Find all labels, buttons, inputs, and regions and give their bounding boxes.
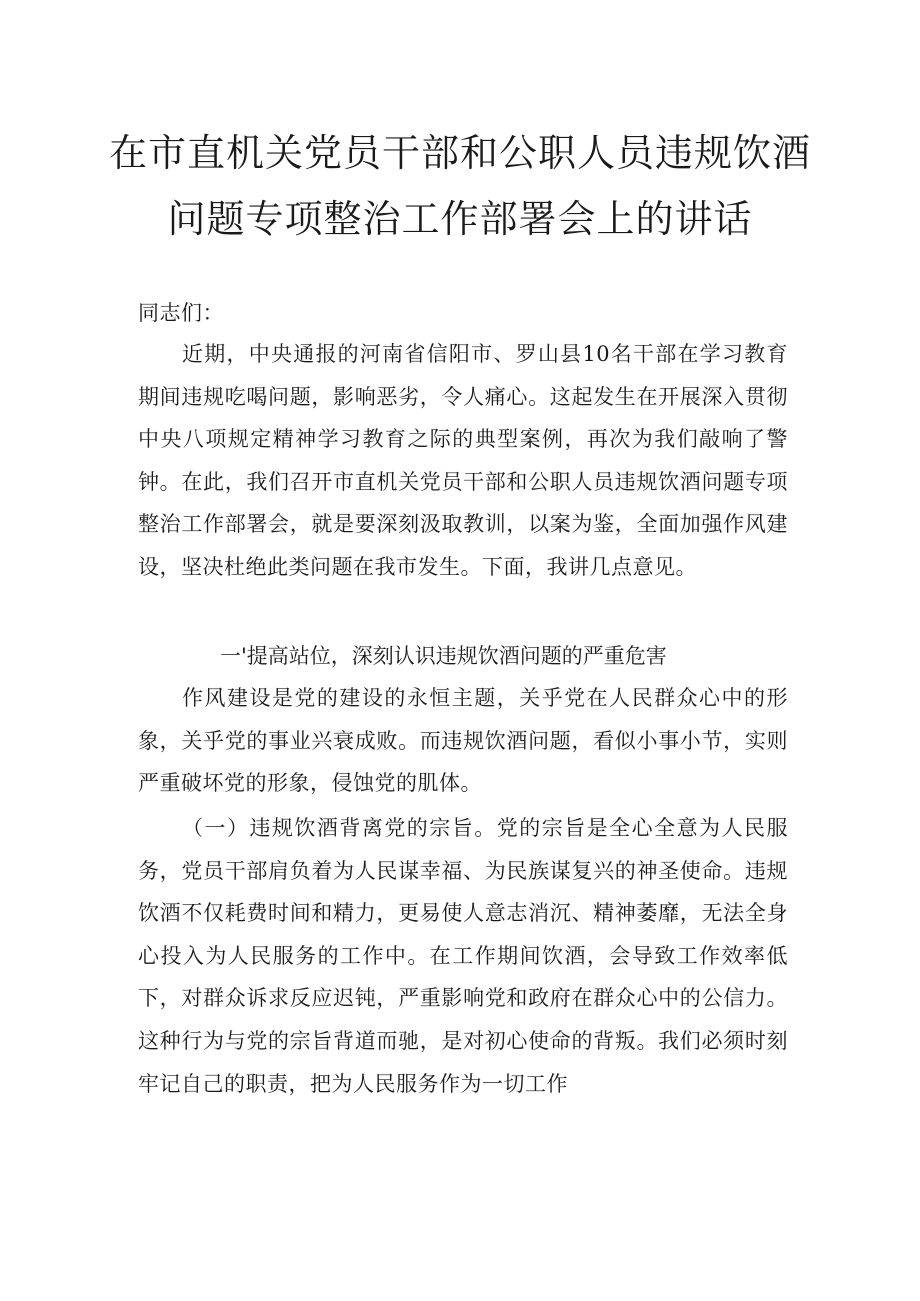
paragraph-intro: 近期，中央通报的河南省信阳市、罗山县10名干部在学习教育期间违规吃喝问题，影响恶劣，令人痛心。这起发生在开展深入贯彻中央八项规定精神学习教育之际的典型案例，再次为我们敲响了警钟。在此，我们召开市直机关党员干部和公职人员违规饮酒问题专项整治工作部署会，就是要深刻汲取教训，以案为鉴，全面加强作风建设，坚决杜绝此类问题在我市发生。下面，我讲几点意见。	[138, 342, 788, 579]
paragraph-subsection-1: （一）违规饮酒背离党的宗旨。党的宗旨是全心全意为人民服务，党员干部肩负着为人民谋幸福、为民族谋复兴的神圣使命。违规饮酒不仅耗费时间和精力，更易使人意志消沉、精神萎靡，无法全身心投入为人民服务的工作中。在工作期间饮酒，会导致工作效率低下，对群众诉求反应迟钝，严重影响党和政府在群众心中的公信力。这种行为与党的宗旨背道而驰，是对初心使命的背叛。我们必须时刻牢记自己的职责，把为人民服务作为一切工作	[138, 816, 788, 1096]
document-title-line-1: 在市直机关党员干部和公职人员违规饮酒	[108, 131, 811, 175]
paragraph-section-1-intro: 作风建设是党的建设的永恒主题，关乎党在人民群众心中的形象，关乎党的事业兴衰成败。而违规饮酒问题，看似小事小节，实则严重破坏党的形象，侵蚀党的肌体。	[138, 686, 788, 796]
salutation: 同志们：	[138, 301, 224, 325]
document-title-line-2: 问题专项整治工作部署会上的讲话	[167, 197, 753, 241]
section-heading-1: 一'提高站位，深刻认识违规饮酒问题的严重危害	[220, 644, 667, 668]
